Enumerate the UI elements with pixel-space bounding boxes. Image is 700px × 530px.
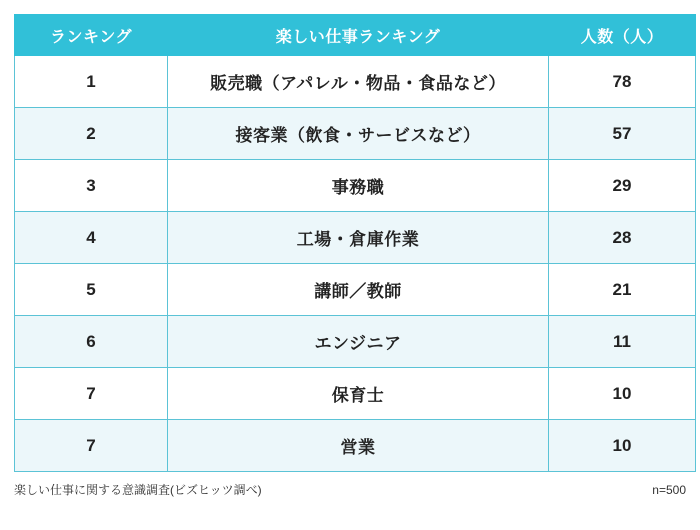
- cell-count: 78: [549, 56, 696, 108]
- table-row: [15, 212, 696, 264]
- column-header-count: 人数（人）: [549, 15, 696, 56]
- table-header-row: [15, 15, 696, 56]
- cell-rank: 6: [15, 316, 168, 368]
- cell-job: 工場・倉庫作業: [168, 212, 549, 264]
- column-header-job: 楽しい仕事ランキング: [168, 15, 549, 56]
- table-row: [15, 264, 696, 316]
- cell-job: 講師／教師: [168, 264, 549, 316]
- table-row: [15, 56, 696, 108]
- cell-count: 21: [549, 264, 696, 316]
- sample-size-label: n=500: [652, 483, 686, 497]
- cell-job: 保育士: [168, 368, 549, 420]
- cell-job: 販売職（アパレル・物品・食品など）: [168, 56, 549, 108]
- ranking-table: [14, 14, 696, 472]
- cell-rank: 7: [15, 420, 168, 472]
- table-row: [15, 160, 696, 212]
- table-row: [15, 420, 696, 472]
- cell-count: 10: [549, 368, 696, 420]
- table-row: [15, 108, 696, 160]
- table-body: [15, 56, 696, 472]
- table-row: [15, 368, 696, 420]
- table-footer: [14, 481, 686, 498]
- cell-rank: 2: [15, 108, 168, 160]
- cell-rank: 1: [15, 56, 168, 108]
- cell-count: 10: [549, 420, 696, 472]
- table-header: [15, 15, 696, 56]
- cell-count: 29: [549, 160, 696, 212]
- cell-count: 11: [549, 316, 696, 368]
- cell-rank: 5: [15, 264, 168, 316]
- cell-job: エンジニア: [168, 316, 549, 368]
- column-header-rank: ランキング: [15, 15, 168, 56]
- cell-job: 営業: [168, 420, 549, 472]
- cell-job: 接客業（飲食・サービスなど）: [168, 108, 549, 160]
- cell-count: 28: [549, 212, 696, 264]
- table-row: [15, 316, 696, 368]
- cell-rank: 7: [15, 368, 168, 420]
- survey-source-note: 楽しい仕事に関する意識調査(ビズヒッツ調べ): [14, 483, 262, 497]
- cell-count: 57: [549, 108, 696, 160]
- cell-job: 事務職: [168, 160, 549, 212]
- cell-rank: 3: [15, 160, 168, 212]
- cell-rank: 4: [15, 212, 168, 264]
